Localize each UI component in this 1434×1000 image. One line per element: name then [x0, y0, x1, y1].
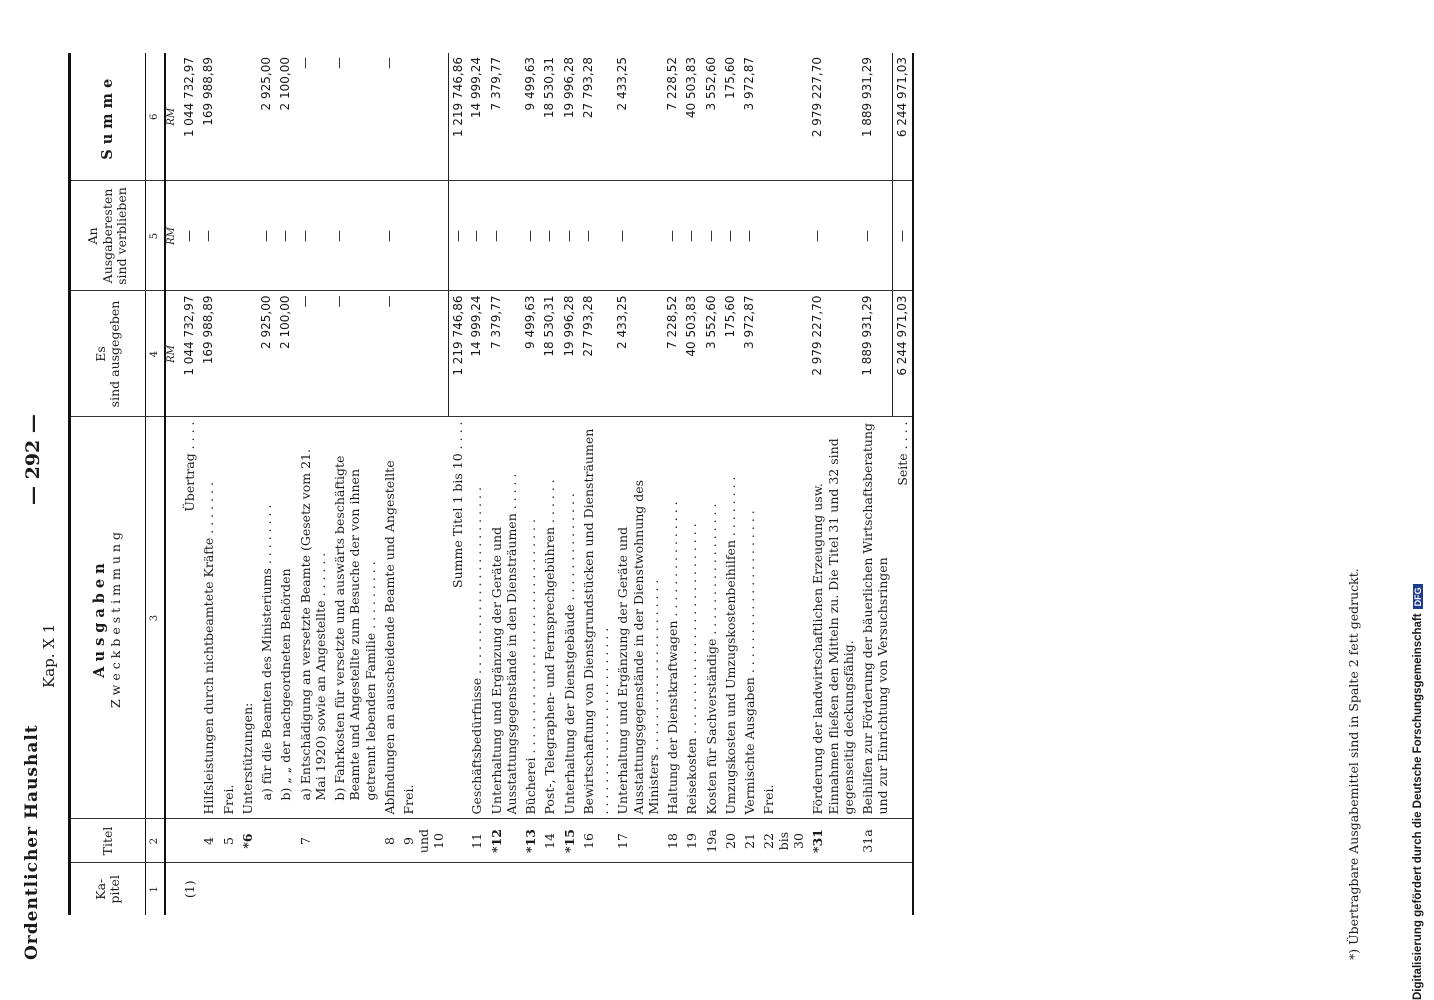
col-titel-header: Titel — [70, 819, 146, 863]
amount-spent-cell: 7 228,52 — [663, 291, 682, 417]
remaining-cell: — — [663, 181, 682, 291]
total-cell: — — [380, 53, 399, 181]
total-cell: 2 100,00 — [276, 53, 295, 181]
amount-spent-cell: 175,60 — [721, 291, 740, 417]
kapitel-cell — [199, 863, 218, 915]
remaining-cell: — — [682, 181, 701, 291]
table-row — [219, 53, 238, 915]
kapitel-cell — [487, 863, 522, 915]
remaining-cell: — — [808, 181, 858, 291]
total-cell: 40 503,83 — [682, 53, 701, 181]
column-number: 3 — [146, 417, 166, 819]
amount-spent-cell: 3 972,87 — [740, 291, 759, 417]
remaining-cell — [219, 181, 238, 291]
table-row — [540, 53, 559, 915]
total-cell: 169 988,89 — [199, 53, 218, 181]
kapitel-cell — [740, 863, 759, 915]
titel-cell: 21 — [740, 819, 759, 863]
titel-cell: 16 — [579, 819, 614, 863]
titel-cell: 14 — [540, 819, 559, 863]
amount-spent-cell: 1 219 746,86 — [448, 291, 467, 417]
kapitel-cell — [721, 863, 740, 915]
table-row — [276, 53, 295, 915]
description-cell: Post-, Telegraphen- und Fernsprechgebühren . . . . . . — [540, 417, 559, 819]
dfg-logo: DFG — [1413, 584, 1423, 609]
total-cell: 27 793,28 — [579, 53, 614, 181]
description-cell: Bücherei . . . . . . . . . . . . . . . . . . . . . . . . . . . . . . — [521, 417, 540, 819]
amount-spent-cell: 27 793,28 — [579, 291, 614, 417]
amount-spent-cell — [238, 291, 257, 417]
amount-spent-cell: 3 552,60 — [702, 291, 721, 417]
amount-spent-cell: 19 996,28 — [560, 291, 579, 417]
description-cell: Geschäftsbedürfnisse . . . . . . . . . . . . . . . . . . . . . . . . — [467, 417, 486, 819]
total-cell: 1 889 931,29 — [858, 53, 893, 181]
kapitel-cell — [276, 863, 295, 915]
col-kapitel-header: Ka- pitel — [92, 875, 122, 904]
description-cell: Umzugskosten und Umzugskostenbeihilfen . . . . . . . . — [721, 417, 740, 819]
amount-spent-cell — [399, 291, 448, 417]
total-cell: 3 972,87 — [740, 53, 759, 181]
unit-label: RM — [165, 181, 180, 291]
table-row — [893, 53, 913, 915]
description-cell: a) für die Beamten des Ministeriums . . . . . . . . — [257, 417, 276, 819]
table-row — [487, 53, 522, 915]
zweckbestimmung-label: Zweckbestimmung — [108, 528, 124, 709]
column-number: 6 — [146, 53, 166, 181]
total-cell: 2 433,25 — [613, 53, 663, 181]
amount-spent-cell — [759, 291, 808, 417]
remaining-cell: — — [380, 181, 399, 291]
titel-cell: 19a — [702, 819, 721, 863]
kapitel-cell — [808, 863, 858, 915]
titel-cell: *6 — [238, 819, 257, 863]
description-cell: Unterstützungen: — [238, 417, 257, 819]
amount-spent-cell: — — [296, 291, 331, 417]
remaining-cell: — — [487, 181, 522, 291]
table-row — [330, 53, 380, 915]
remaining-cell: — — [579, 181, 614, 291]
table-row — [180, 53, 199, 915]
kapitel-cell — [296, 863, 331, 915]
description-cell: b) „ „ der nachgeordneten Behörden — [276, 417, 295, 819]
total-cell: 14 999,24 — [467, 53, 486, 181]
kapitel-cell — [663, 863, 682, 915]
remaining-cell: — — [199, 181, 218, 291]
kapitel-cell — [399, 863, 448, 915]
titel-cell: 19 — [682, 819, 701, 863]
description-cell: Bewirtschaftung von Dienstgrundstücken und Diensträumen . . . . . . . . . . . . . . . . . . . . . . . . — [579, 417, 614, 819]
remaining-cell: — — [467, 181, 486, 291]
kapitel-cell — [238, 863, 257, 915]
kapitel-cell — [330, 863, 380, 915]
titel-cell — [276, 819, 295, 863]
remaining-cell: — — [702, 181, 721, 291]
titel-cell: 20 — [721, 819, 740, 863]
titel-cell — [448, 819, 467, 863]
description-cell: Übertrag . . . . — [180, 417, 199, 819]
description-cell: Summe Titel 1 bis 10 . . . . — [448, 417, 467, 819]
table-row — [579, 53, 614, 915]
total-cell: 7 379,77 — [487, 53, 522, 181]
remaining-cell — [399, 181, 448, 291]
description-cell: Frei. — [219, 417, 238, 819]
col-summe-header: Summe — [70, 53, 146, 181]
table-row — [448, 53, 467, 915]
amount-spent-cell: 18 530,31 — [540, 291, 559, 417]
total-cell: 7 228,52 — [663, 53, 682, 181]
table-row — [759, 53, 808, 915]
chapter-label: Kap. X 1 — [40, 623, 58, 688]
col-ausgaben-header — [70, 417, 146, 819]
amount-spent-cell: 1 889 931,29 — [858, 291, 893, 417]
description-cell: Seite . . . . — [893, 417, 913, 819]
table-body — [180, 53, 913, 915]
titel-cell: *13 — [521, 819, 540, 863]
description-cell: Unterhaltung und Ergänzung der Geräte und Ausstattungsgegenstände in den Diensträumen . . . . . — [487, 417, 522, 819]
amount-spent-cell: — — [330, 291, 380, 417]
description-cell: b) Fahrkosten für versetzte und auswärts beschäftigte Beamte und Angestellte zum Besuche der von ihnen getrennt lebenden Familie . . . . . . . . . — [330, 417, 380, 819]
table-row — [521, 53, 540, 915]
total-cell — [238, 53, 257, 181]
footnote: *) Übertragbare Ausgabemittel sind in Spalte 2 fett gedruckt. — [1346, 568, 1361, 960]
total-cell: 1 219 746,86 — [448, 53, 467, 181]
remaining-cell: — — [448, 181, 467, 291]
remaining-cell: — — [180, 181, 199, 291]
description-cell: Förderung der landwirtschaftlichen Erzeugung usw. Einnahmen fließen den Mitteln zu. Die Titel 31 und 32 sind gegenseitig deckungsfähig. — [808, 417, 858, 819]
remaining-cell: — — [296, 181, 331, 291]
kapitel-cell — [579, 863, 614, 915]
column-number: 4 — [146, 291, 166, 417]
amount-spent-cell: 169 988,89 — [199, 291, 218, 417]
kapitel-cell — [521, 863, 540, 915]
page-number: — 292 — — [22, 414, 44, 505]
table-row — [199, 53, 218, 915]
total-cell: 3 552,60 — [702, 53, 721, 181]
amount-spent-cell: 7 379,77 — [487, 291, 522, 417]
total-cell: 2 925,00 — [257, 53, 276, 181]
table-row — [721, 53, 740, 915]
titel-cell: 9 und 10 — [399, 819, 448, 863]
amount-spent-cell — [219, 291, 238, 417]
total-cell: 1 044 732,97 — [180, 53, 199, 181]
amount-spent-cell: 2 433,25 — [613, 291, 663, 417]
remaining-cell: — — [521, 181, 540, 291]
remaining-cell: — — [560, 181, 579, 291]
amount-spent-cell: 6 244 971,03 — [893, 291, 913, 417]
table-row — [399, 53, 448, 915]
total-cell: 18 530,31 — [540, 53, 559, 181]
titel-cell: 8 — [380, 819, 399, 863]
remaining-cell — [759, 181, 808, 291]
table-row — [238, 53, 257, 915]
table-row — [702, 53, 721, 915]
description-cell: Unterhaltung und Ergänzung der Geräte und Ausstattungsgegenstände in der Dienstwohnung des Ministers . . . . . . . . . . . . . . . . . . . . . . — [613, 417, 663, 819]
remaining-cell: — — [540, 181, 559, 291]
titel-cell: 22 bis 30 — [759, 819, 808, 863]
unit-label: RM — [165, 291, 180, 417]
remaining-cell: — — [721, 181, 740, 291]
amount-spent-cell: — — [380, 291, 399, 417]
total-cell — [219, 53, 238, 181]
table-row — [740, 53, 759, 915]
amount-spent-cell: 14 999,24 — [467, 291, 486, 417]
remaining-cell — [238, 181, 257, 291]
column-number: 5 — [146, 181, 166, 291]
column-number: 2 — [146, 819, 166, 863]
credit-text: Digitalisierung gefördert durch die Deutsche Forschungsgemeinschaft — [1412, 613, 1424, 1000]
kapitel-cell — [759, 863, 808, 915]
col-ausgegeben-header: Es sind ausgegeben — [70, 291, 146, 417]
remaining-cell: — — [330, 181, 380, 291]
kapitel-cell — [448, 863, 467, 915]
remaining-cell: — — [257, 181, 276, 291]
total-cell: — — [296, 53, 331, 181]
description-cell: a) Entschädigung an versetzte Beamte (Gesetz vom 21. Mai 1920) sowie an Angestellte . . . . . . — [296, 417, 331, 819]
titel-cell — [180, 819, 199, 863]
book-title: Ordentlicher Haushalt — [22, 724, 42, 960]
table-row — [663, 53, 682, 915]
unit-row — [165, 53, 180, 915]
description-cell: Frei. — [399, 417, 448, 819]
titel-cell: 11 — [467, 819, 486, 863]
table-row — [613, 53, 663, 915]
kapitel-cell — [540, 863, 559, 915]
titel-cell — [330, 819, 380, 863]
total-cell: 9 499,63 — [521, 53, 540, 181]
description-cell: Haltung der Dienstkraftwagen . . . . . . . . . . . . . . . — [663, 417, 682, 819]
remaining-cell: — — [858, 181, 893, 291]
titel-cell: *15 — [560, 819, 579, 863]
kapitel-cell — [467, 863, 486, 915]
kapitel-cell — [257, 863, 276, 915]
table-row — [467, 53, 486, 915]
table-row — [808, 53, 858, 915]
description-cell: Beihilfen zur Förderung der bäuerlichen Wirtschaftsberatung und zur Einrichtung von Versuchsringen — [858, 417, 893, 819]
remaining-cell: — — [740, 181, 759, 291]
amount-spent-cell: 2 100,00 — [276, 291, 295, 417]
titel-cell: *31 — [808, 819, 858, 863]
expenditure-table — [68, 53, 914, 915]
column-number-row — [146, 53, 166, 915]
remaining-cell: — — [613, 181, 663, 291]
titel-cell: 7 — [296, 819, 331, 863]
titel-cell: 31a — [858, 819, 893, 863]
kapitel-cell — [219, 863, 238, 915]
amount-spent-cell: 1 044 732,97 — [180, 291, 199, 417]
description-cell: Frei. — [759, 417, 808, 819]
table-header — [70, 53, 146, 915]
table-row — [380, 53, 399, 915]
titel-cell: 17 — [613, 819, 663, 863]
digitization-credit — [1412, 0, 1424, 1000]
table-row — [682, 53, 701, 915]
total-cell — [759, 53, 808, 181]
col-ausgabereste-header: An Ausgaberesten sind verblieben — [70, 181, 146, 291]
description-cell: Abfindungen an ausscheidende Beamte und Angestellte — [380, 417, 399, 819]
kapitel-cell — [893, 863, 913, 915]
unit-label: RM — [165, 53, 180, 181]
description-cell: Unterhaltung der Dienstgebäude . . . . . . . . . . . . . . — [560, 417, 579, 819]
amount-spent-cell: 40 503,83 — [682, 291, 701, 417]
description-cell: Vermischte Ausgaben . . . . . . . . . . . . . . . . . . . . . — [740, 417, 759, 819]
remaining-cell: — — [893, 181, 913, 291]
amount-spent-cell: 9 499,63 — [521, 291, 540, 417]
total-cell: 175,60 — [721, 53, 740, 181]
total-cell: 19 996,28 — [560, 53, 579, 181]
titel-cell — [257, 819, 276, 863]
description-cell: Kosten für Sachverständige . . . . . . . . . . . . . . . . . — [702, 417, 721, 819]
titel-cell: 4 — [199, 819, 218, 863]
kapitel-cell — [682, 863, 701, 915]
kapitel-cell — [560, 863, 579, 915]
titel-cell: *12 — [487, 819, 522, 863]
titel-cell — [893, 819, 913, 863]
total-cell: — — [330, 53, 380, 181]
titel-cell: 5 — [219, 819, 238, 863]
table-row — [296, 53, 331, 915]
kapitel-cell — [858, 863, 893, 915]
column-number: 1 — [146, 863, 166, 915]
total-cell: 2 979 227,70 — [808, 53, 858, 181]
table-row — [858, 53, 893, 915]
amount-spent-cell: 2 925,00 — [257, 291, 276, 417]
titel-cell: 18 — [663, 819, 682, 863]
table-row — [257, 53, 276, 915]
amount-spent-cell: 2 979 227,70 — [808, 291, 858, 417]
table-row — [560, 53, 579, 915]
kapitel-cell — [380, 863, 399, 915]
kapitel-cell — [702, 863, 721, 915]
description-cell: Hilfsleistungen durch nichtbeamtete Kräfte . . . . . . . — [199, 417, 218, 819]
remaining-cell: — — [276, 181, 295, 291]
description-cell: Reisekosten . . . . . . . . . . . . . . . . . . . . . . . . . . . — [682, 417, 701, 819]
total-cell — [399, 53, 448, 181]
kapitel-cell — [613, 863, 663, 915]
kapitel-cell: (1) — [182, 880, 197, 899]
ausgaben-label: Ausgaben — [91, 558, 109, 678]
total-cell: 6 244 971,03 — [893, 53, 913, 181]
